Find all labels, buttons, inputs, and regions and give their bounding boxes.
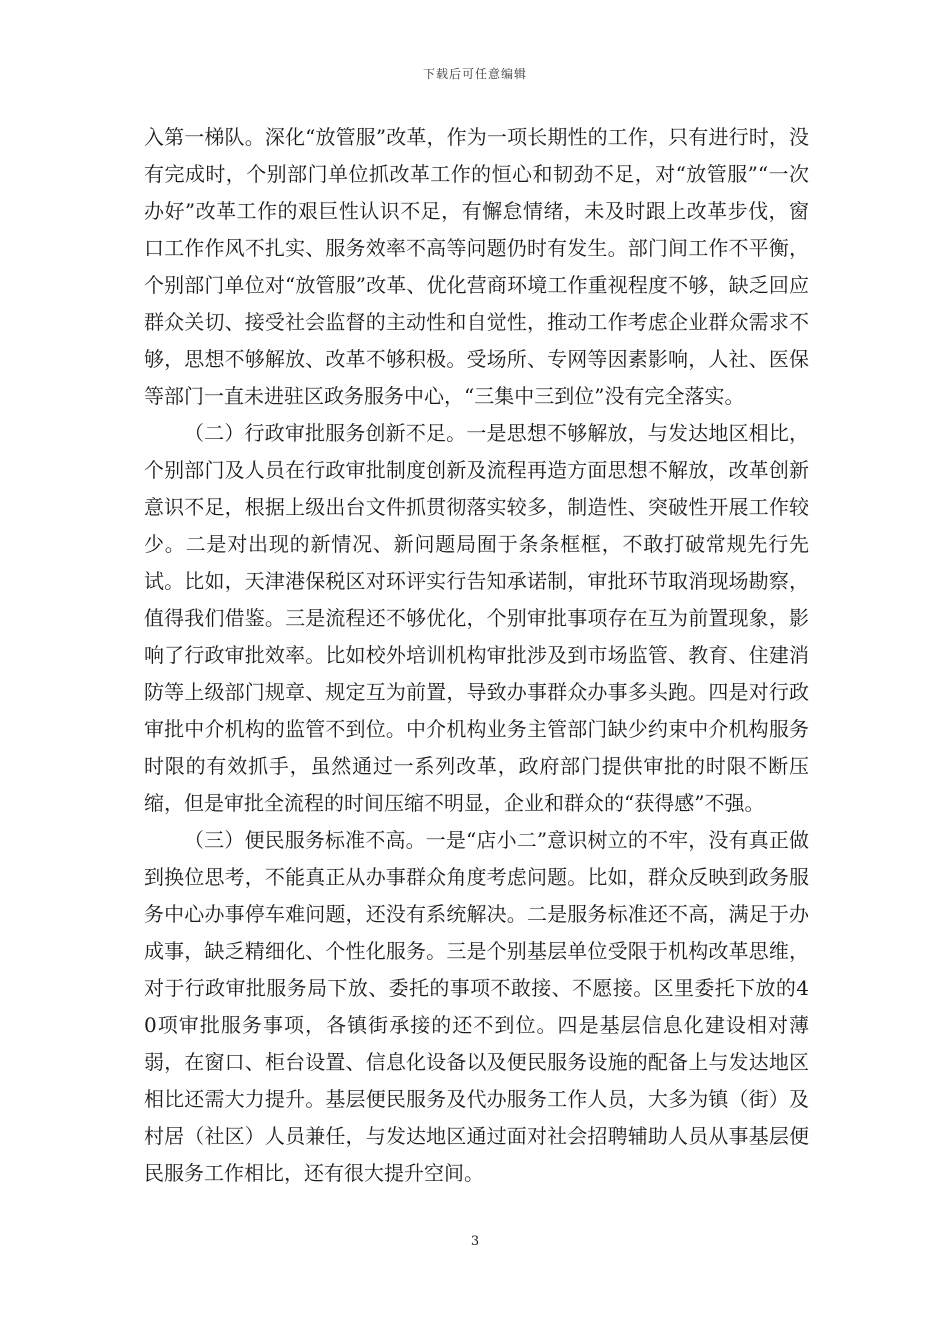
paragraph-continuation: 入第一梯队。深化“放管服”改革，作为一项长期性的工作，只有进行时，没有完成时，个别部门单位抓改革工作的恒心和韧劲不足，对“放管服”“一次办好”改革工作的艰巨性认识不足，有懈怠情绪，未及时跟上改革步伐，窗口工作作风不扎实、服务效率不高等问题仍时有发生。部门间工作不平衡，个别部门单位对“放管服”改革、优化营商环境工作重视程度不够，缺乏回应群众关切、接受社会监督的主动性和自觉性，推动工作考虑企业群众需求不够，思想不够解放、改革不够积极。受场所、专网等因素影响，人社、医保等部门一直未进驻区政务服务中心，“三集中三到位”没有完全落实。: [144, 125, 809, 408]
page-number: 3: [470, 1234, 480, 1249]
paragraph-section-2: （二）行政审批服务创新不足。一是思想不够解放，与发达地区相比，个别部门及人员在行政审批制度创新及流程再造方面思想不解放，改革创新意识不足，根据上级出台文件抓贯彻落实较多，制造性、突破性开展工作较少。二是对出现的新情况、新问题局囿于条条框框，不敢打破常规先行先试。比如，天津港保税区对环评实行告知承诺制，审批环节取消现场勘察，值得我们借鉴。三是流程还不够优化，个别审批事项存在互为前置现象，影响了行政审批效率。比如校外培训机构审批涉及到市场监管、教育、住建消防等上级部门规章、规定互为前置，导致办事群众办事多头跑。四是对行政审批中介机构的监管不到位。中介机构业务主管部门缺少约束中介机构服务时限的有效抓手，虽然通过一系列改革，政府部门提供审批的时限不断压缩，但是审批全流程的时间压缩不明显，企业和群众的“获得感”不强。: [144, 421, 809, 815]
page-header: 下载后可任意编辑: [422, 67, 527, 81]
paragraph-section-3: （三）便民服务标准不高。一是“店小二”意识树立的不牢，没有真正做到换位思考，不能真正从办事群众角度考虑问题。比如，群众反映到政务服务中心办事停车难问题，还没有系统解决。二是服务标准还不高，满足于办成事，缺乏精细化、个性化服务。三是个别基层单位受限于机构改革思维，对于行政审批服务局下放、委托的事项不敢接、不愿接。区里委托下放的40项审批服务事项，各镇街承接的还不到位。四是基层信息化建设相对薄弱，在窗口、柜台设置、信息化设备以及便民服务设施的配备上与发达地区相比还需大力提升。基层便民服务及代办服务工作人员，大多为镇（街）及村居（社区）人员兼任，与发达地区通过面对社会招聘辅助人员从事基层便民服务工作相比，还有很大提升空间。: [144, 828, 809, 1185]
document-body: [144, 119, 809, 1192]
